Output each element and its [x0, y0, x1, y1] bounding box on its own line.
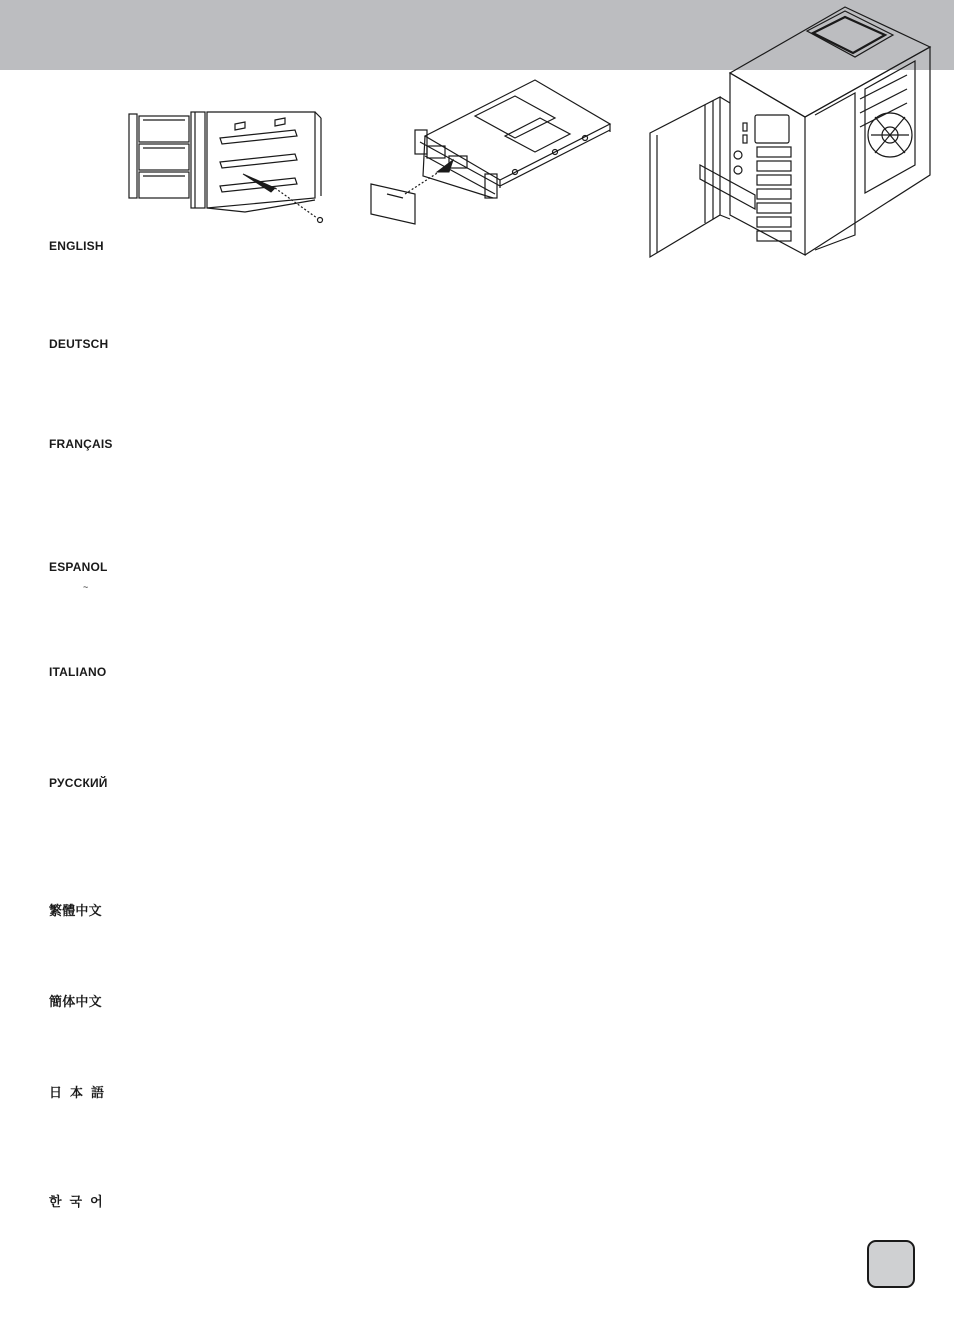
language-label-italiano: ITALIANO — [49, 665, 107, 679]
language-label-simplified-chinese: 簡体中文 — [49, 995, 102, 1010]
drive-cage-screw-illustration — [125, 108, 340, 228]
language-label-espanol: ESPANOL — [49, 560, 108, 574]
espanol-tilde-mark: ~ — [83, 582, 89, 592]
language-label-korean: 한국어 — [49, 1195, 111, 1210]
language-label-english: ENGLISH — [49, 239, 104, 253]
page-number-badge — [867, 1240, 915, 1288]
pc-case-open-door-illustration — [645, 5, 935, 260]
language-label-francais: FRANÇAIS — [49, 437, 113, 451]
language-label-japanese: 日本語 — [49, 1086, 113, 1101]
language-label-traditional-chinese: 繁體中文 — [49, 904, 102, 919]
language-label-deutsch: DEUTSCH — [49, 337, 109, 351]
drive-tray-illustration — [365, 76, 620, 226]
language-label-russian: РУССКИЙ — [49, 776, 108, 790]
